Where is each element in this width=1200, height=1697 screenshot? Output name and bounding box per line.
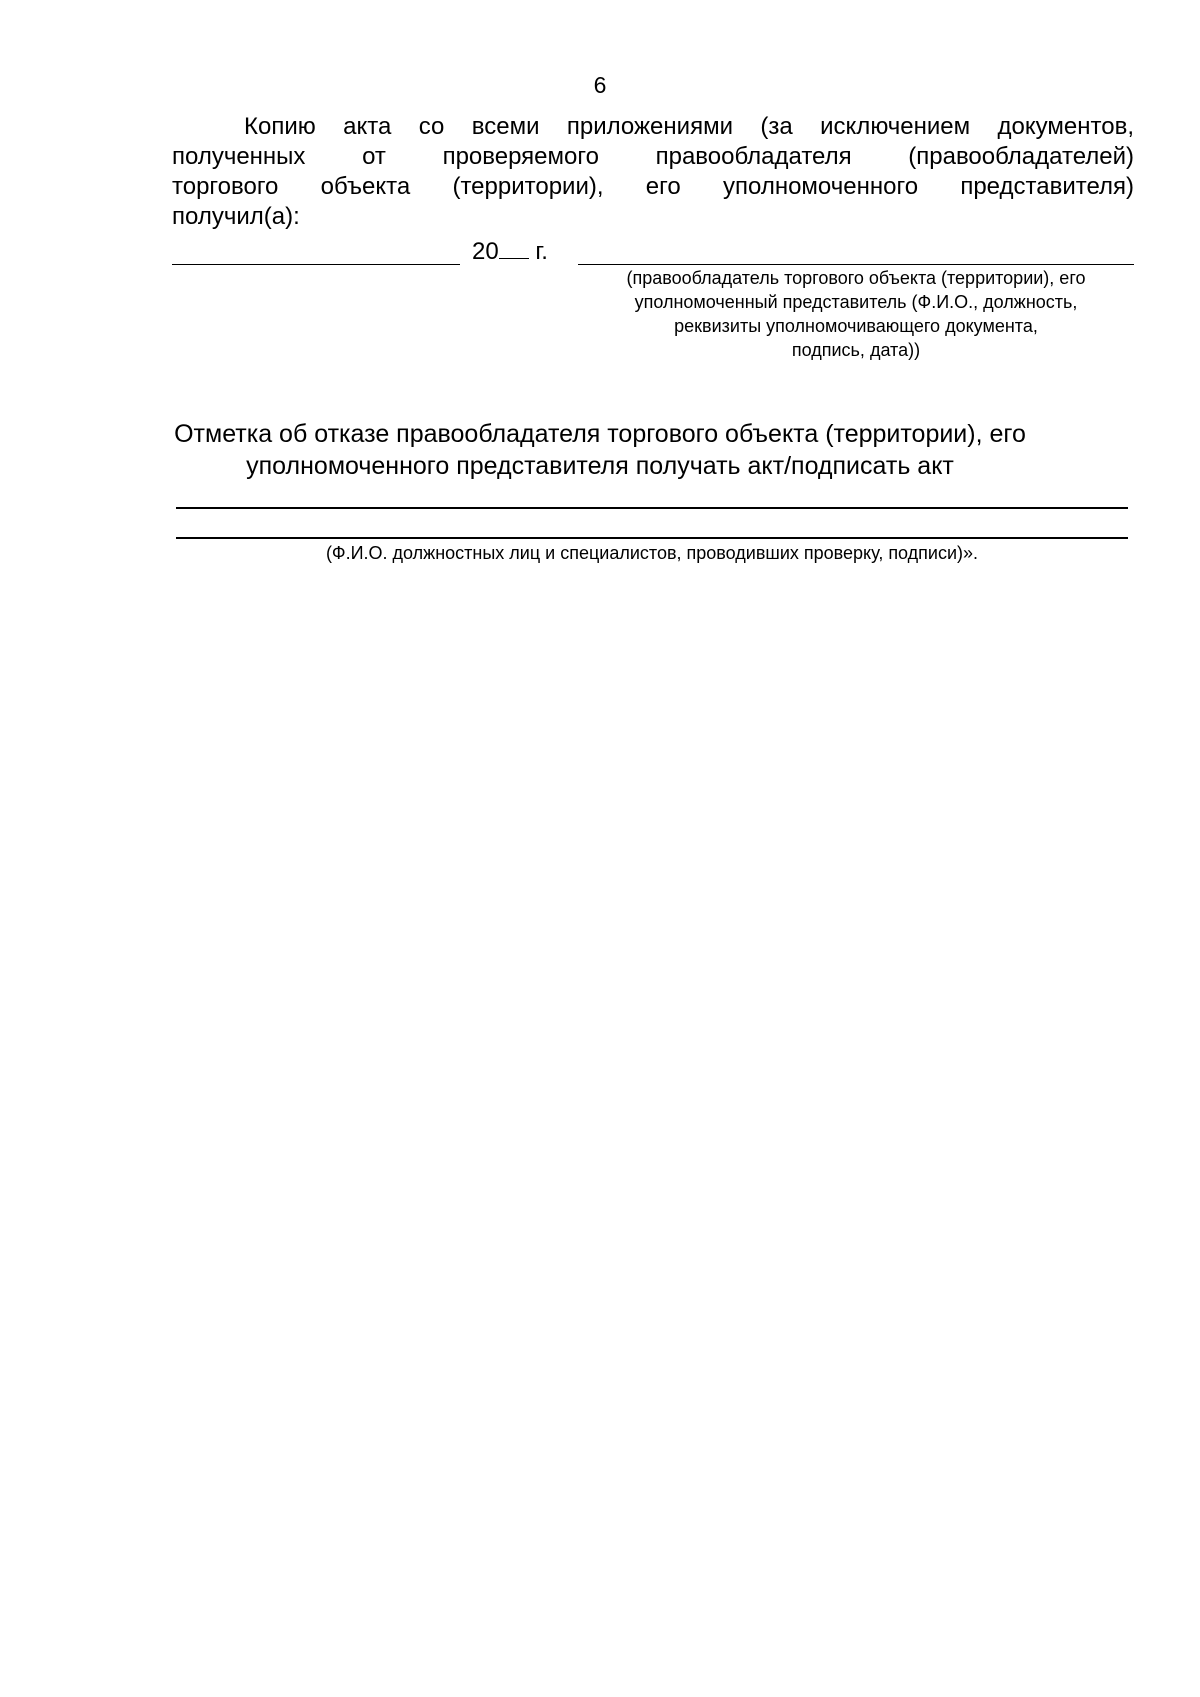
recipient-signature-line bbox=[578, 264, 1134, 265]
refusal-heading-line: уполномоченного представителя получать акт/подписать акт bbox=[246, 452, 954, 480]
refusal-heading-line: Отметка об отказе правообладателя торгового объекта (территории), его bbox=[174, 420, 1026, 448]
year-suffix: г. bbox=[528, 238, 548, 265]
day-month-blank-line bbox=[172, 264, 460, 265]
caption-line: уполномоченный представитель (Ф.И.О., должность, bbox=[634, 292, 1078, 312]
officials-signature-line bbox=[176, 537, 1128, 539]
paragraph-line: полученных от проверяемого правообладателя (правообладателей) bbox=[172, 143, 1134, 170]
recipient-caption bbox=[578, 266, 1134, 362]
copy-received-paragraph bbox=[172, 112, 1134, 232]
paragraph-line: Копию акта со всеми приложениями (за исключением документов, bbox=[244, 113, 1134, 140]
year-blank-line bbox=[499, 236, 529, 259]
year-prefix: 20 bbox=[472, 238, 499, 265]
year-field bbox=[472, 236, 548, 266]
page-number: 6 bbox=[593, 72, 607, 98]
caption-line: (правообладатель торгового объекта (территории), его bbox=[626, 268, 1086, 288]
officials-caption: (Ф.И.О. должностных лиц и специалистов, проводивших проверку, подписи)». bbox=[325, 543, 979, 563]
caption-line: реквизиты уполномочивающего документа, bbox=[674, 316, 1038, 336]
refusal-entry-line bbox=[176, 507, 1128, 509]
paragraph-line: получил(а): bbox=[172, 203, 300, 230]
paragraph-line: торгового объекта (территории), его уполномоченного представителя) bbox=[172, 173, 1134, 200]
refusal-heading bbox=[150, 418, 1050, 482]
caption-line: подпись, дата)) bbox=[791, 340, 921, 360]
